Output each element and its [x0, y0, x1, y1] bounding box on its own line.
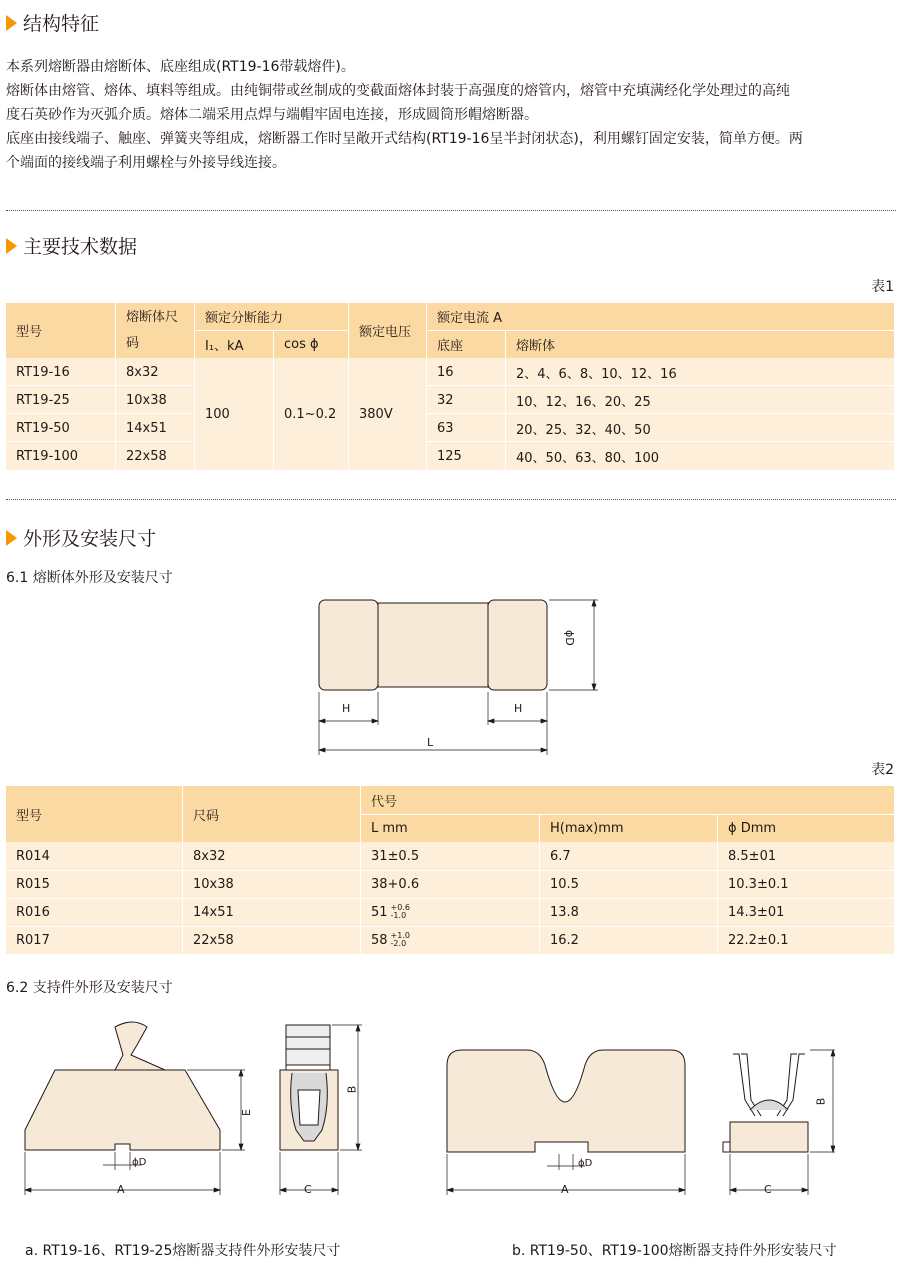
tolerance — [391, 904, 410, 920]
td-h: 6.7 — [550, 848, 571, 864]
label-a-right: A — [561, 1183, 569, 1196]
td-size: 10x38 — [193, 876, 234, 892]
td-fuse: 40、50、63、80、100 — [516, 450, 659, 466]
td-size: 10x38 — [126, 392, 167, 408]
td-h: 10.5 — [550, 876, 579, 892]
label-h-right: H — [514, 702, 523, 715]
label-c-left: C — [304, 1183, 312, 1196]
th-model: 型号 — [16, 325, 43, 340]
tolerance-lower: -2.0 — [390, 939, 407, 948]
th-d: ϕ Dmm — [728, 820, 777, 836]
td-base: 16 — [437, 364, 454, 380]
td-l-value: 51 — [371, 904, 388, 920]
td-base: 125 — [437, 448, 462, 464]
dotted-divider — [6, 210, 896, 211]
td-base: 32 — [437, 392, 454, 408]
label-e: E — [239, 1109, 253, 1116]
td-size: 14x51 — [193, 904, 234, 920]
tolerance-lower: -1.0 — [390, 911, 407, 920]
td-voltage-merged: 380V — [359, 406, 393, 422]
td-fuse: 20、25、32、40、50 — [516, 422, 651, 438]
section-title-text: 外形及安装尺寸 — [23, 528, 157, 550]
td-model: R015 — [16, 876, 50, 892]
td-h: 13.8 — [550, 904, 579, 920]
triangle-bullet-icon — [6, 238, 17, 254]
label-a-left: A — [117, 1183, 125, 1196]
td-size: 14x51 — [126, 420, 167, 436]
paragraph-line: 底座由接线端子、触座、弹簧夹等组成，熔断器工作时呈敞开式结构(RT19-16呈半封闭状态)，利用螺钉固定安装，简单方便。两 — [6, 131, 803, 147]
td-l — [361, 926, 539, 954]
paragraph-line: 度石英砂作为灭弧介质。熔体二端采用点焊与端帽牢固电连接，形成圆筒形帽熔断器。 — [6, 107, 538, 123]
td-l — [361, 898, 539, 926]
holder-b-side-drawing — [715, 1030, 835, 1205]
subsection-fuse-title: 6.1 熔断体外形及安装尺寸 — [6, 570, 173, 586]
holder-b-front-drawing — [435, 1030, 705, 1205]
td-fuse: 10、12、16、20、25 — [516, 394, 651, 410]
label-phi-d-left: ϕD — [132, 1157, 147, 1168]
structure-paragraphs — [6, 55, 896, 175]
td-cos-merged: 0.1~0.2 — [284, 406, 337, 422]
section-title-text: 结构特征 — [23, 13, 100, 35]
label-h-left: H — [342, 702, 351, 715]
td-ik-merged: 100 — [205, 406, 230, 422]
td-l: 38+0.6 — [371, 876, 420, 892]
th-cos: cos ϕ — [284, 336, 319, 352]
tolerance-upper: +1.0 — [390, 931, 410, 940]
table1-label: 表1 — [871, 279, 894, 295]
td-d: 14.3±01 — [728, 904, 785, 920]
td-model: R014 — [16, 848, 50, 864]
table2-label: 表2 — [871, 762, 894, 778]
holder-a-side-drawing — [270, 1015, 370, 1205]
td-l-value: 58 — [371, 932, 388, 948]
label-l: L — [427, 736, 434, 749]
td-model: R016 — [16, 904, 50, 920]
td-size: 22x58 — [193, 932, 234, 948]
td-fuse: 2、4、6、8、10、12、16 — [516, 366, 677, 382]
subsection-holder-title: 6.2 支持件外形及安装尺寸 — [6, 980, 173, 996]
paragraph-line: 个端面的接线端子利用螺栓与外接导线连接。 — [6, 155, 286, 171]
triangle-bullet-icon — [6, 15, 17, 31]
triangle-bullet-icon — [6, 530, 17, 546]
th-ik: I₁、kA — [205, 338, 244, 354]
th-base: 底座 — [437, 338, 464, 354]
section-title-text: 主要技术数据 — [23, 236, 138, 258]
section-title-dimensions — [6, 524, 156, 551]
label-phi-d-right: ϕD — [578, 1158, 593, 1169]
tolerance — [391, 932, 410, 948]
td-model: RT19-25 — [16, 392, 70, 408]
caption-b: b. RT19-50、RT19-100熔断器支持件外形安装尺寸 — [512, 1243, 837, 1259]
td-d: 22.2±0.1 — [728, 932, 789, 948]
td-model: RT19-50 — [16, 420, 70, 436]
th-h: H(max)mm — [550, 820, 624, 836]
th-code: 代号 — [371, 794, 398, 810]
td-h: 16.2 — [550, 932, 579, 948]
dotted-divider — [6, 499, 896, 500]
td-size: 22x58 — [126, 448, 167, 464]
paragraph-line: 本系列熔断器由熔断体、底座组成(RT19-16带载熔件)。 — [6, 59, 355, 75]
td-model: RT19-100 — [16, 448, 79, 464]
section-title-tech-data — [6, 232, 137, 259]
td-model: R017 — [16, 932, 50, 948]
td-d: 10.3±0.1 — [728, 876, 789, 892]
td-l: 31±0.5 — [371, 848, 420, 864]
td-d: 8.5±01 — [728, 848, 777, 864]
label-c-right: C — [764, 1183, 772, 1196]
th-model: 型号 — [16, 808, 43, 824]
fuse-dimension-drawing — [300, 590, 620, 760]
section-title-structure — [6, 9, 99, 36]
td-size: 8x32 — [126, 364, 159, 380]
th-fuse: 熔断体 — [516, 338, 556, 354]
th-size: 熔断体尺码 — [126, 309, 179, 351]
td-base: 63 — [437, 420, 454, 436]
label-b-left: B — [345, 1085, 359, 1094]
td-model: RT19-16 — [16, 364, 70, 380]
td-size: 8x32 — [193, 848, 226, 864]
th-l: L mm — [371, 820, 408, 836]
th-current: 额定电流 A — [437, 311, 503, 326]
tolerance-upper: +0.6 — [390, 903, 410, 912]
th-breaking: 额定分断能力 — [205, 311, 284, 326]
th-voltage: 额定电压 — [359, 325, 412, 340]
label-phi-d: ϕD — [563, 630, 576, 646]
caption-a: a. RT19-16、RT19-25熔断器支持件外形安装尺寸 — [25, 1243, 341, 1259]
th-size: 尺码 — [193, 808, 220, 824]
paragraph-line: 熔断体由熔管、熔体、填料等组成。由纯铜带或丝制成的变截面熔体封装于高强度的熔管内，熔管中充填满经化学处理过的高纯 — [6, 83, 790, 99]
label-b-right: B — [814, 1097, 828, 1106]
holder-a-front-drawing — [15, 1015, 265, 1205]
